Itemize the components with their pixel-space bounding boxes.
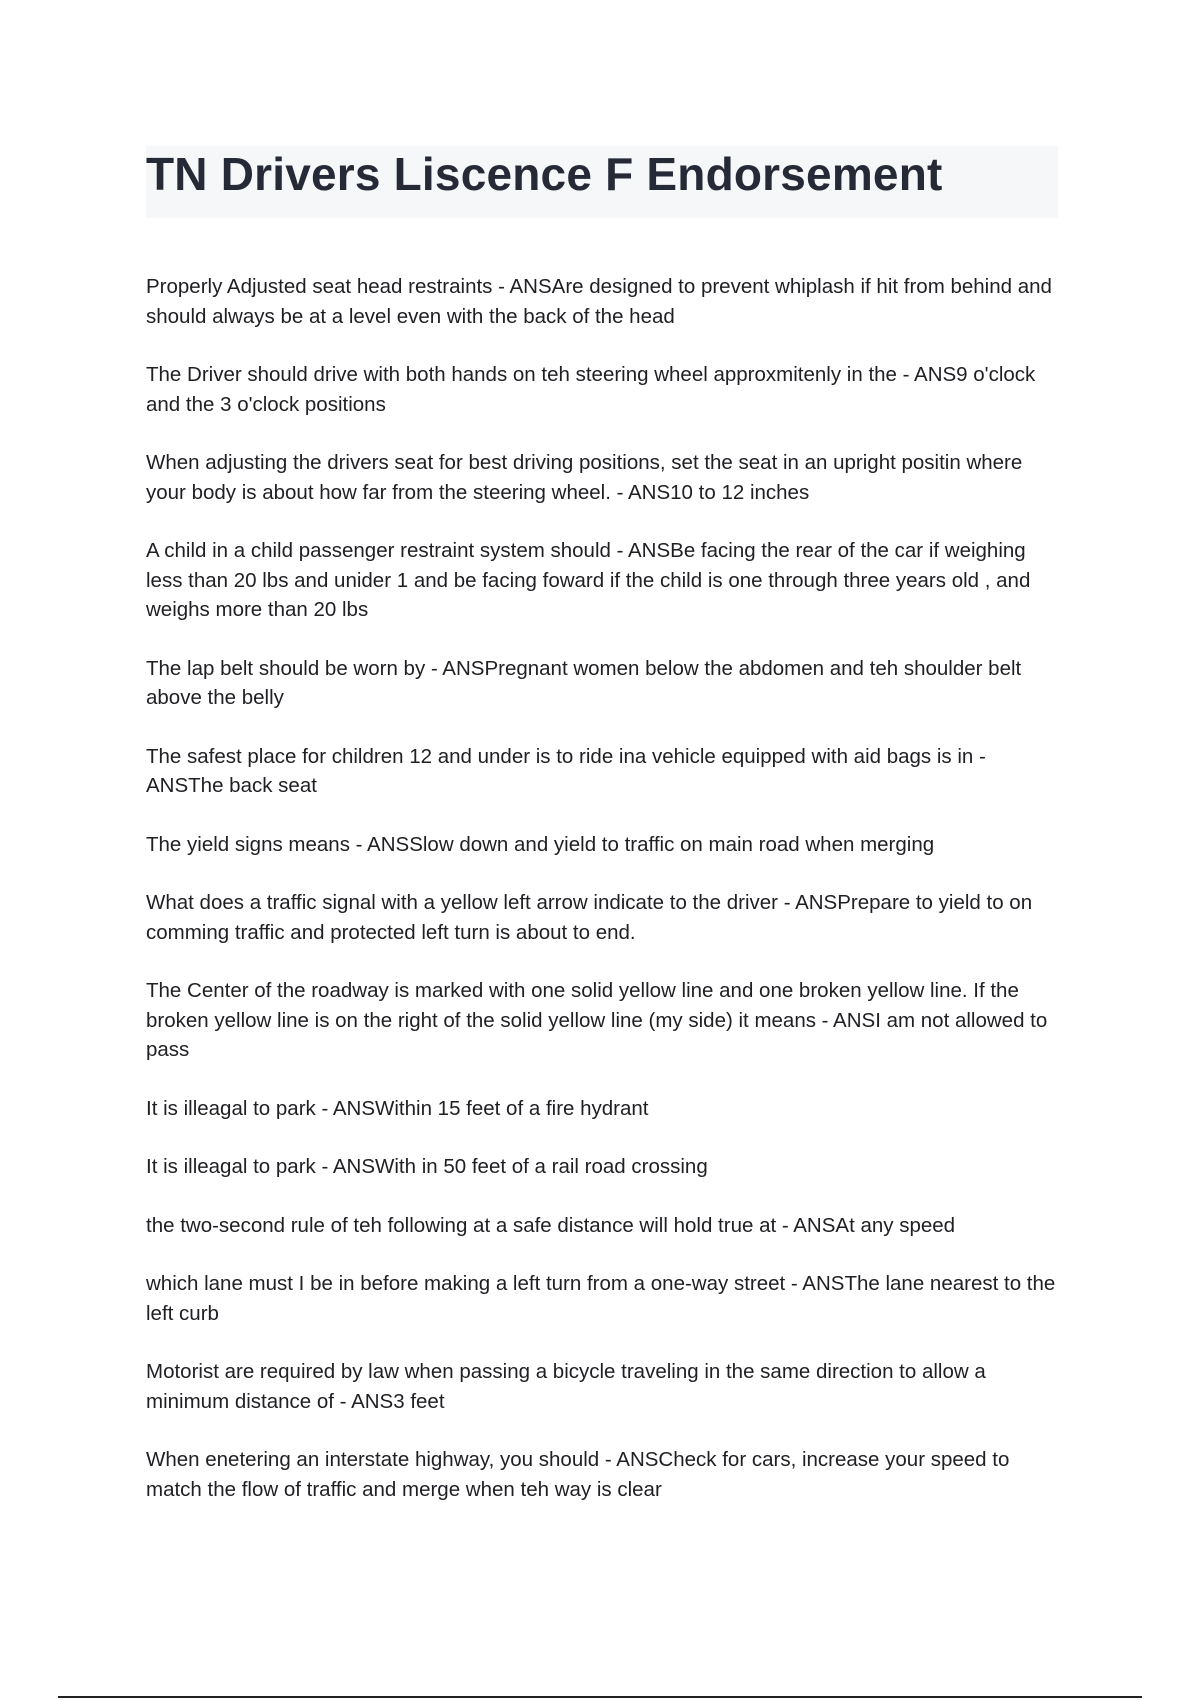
qa-list [146,272,1066,1533]
qa-item: It is illeagal to park - ANSWith in 50 feet of a rail road crossing [146,1155,708,1178]
qa-item: The yield signs means - ANSSlow down and yield to traffic on main road when merging [146,832,935,856]
qa-item: The Driver should drive with both hands on teh steering wheel approxmitenly in the - ANS9 o'clock and the 3 o'clock positions [146,363,1036,416]
qa-item: What does a traffic signal with a yellow left arrow indicate to the driver - ANSPrepare to yield to on comming traffic and protected left turn is about to end. [146,891,1033,944]
qa-item: Motorist are required by law when passing a bicycle traveling in the same direction to allow a minimum distance of - ANS3 feet [146,1360,986,1413]
qa-item: The safest place for children 12 and under is to ride ina vehicle equipped with aid bags is in - ANSThe back seat [146,744,986,797]
footer-divider [58,1696,1142,1698]
qa-item: It is illeagal to park - ANSWithin 15 feet of a fire hydrant [146,1096,649,1120]
qa-item: The Center of the roadway is marked with one solid yellow line and one broken yellow line. If the broken yellow line is on the right of the solid yellow line (my side) it means - ANSI am not allowed to pass [146,979,1048,1061]
qa-item: the two-second rule of teh following at a safe distance will hold true at - ANSAt any speed [146,1213,956,1237]
qa-item: The lap belt should be worn by - ANSPregnant women below the abdomen and teh shoulder belt above the belly [146,656,1022,709]
qa-item: When adjusting the drivers seat for best driving positions, set the seat in an upright positin where your body is about how far from the steering wheel. - ANS10 to 12 inches [146,451,1023,504]
qa-item: When enetering an interstate highway, you should - ANSCheck for cars, increase your speed to match the flow of traffic and merge when teh way is clear [146,1448,1010,1501]
qa-item: which lane must I be in before making a left turn from a one-way street - ANSThe lane nearest to the left curb [146,1272,1056,1325]
page-title: TN Drivers Liscence F Endorsement [146,148,943,200]
qa-item: Properly Adjusted seat head restraints - ANSAre designed to prevent whiplash if hit from behind and should always be at a level even with the back of the head [146,275,1052,328]
qa-item: A child in a child passenger restraint system should - ANSBe facing the rear of the car if weighing less than 20 lbs and unider 1 and be facing foward if the child is one through three years old , and weighs more than 20 lbs [146,539,1031,621]
